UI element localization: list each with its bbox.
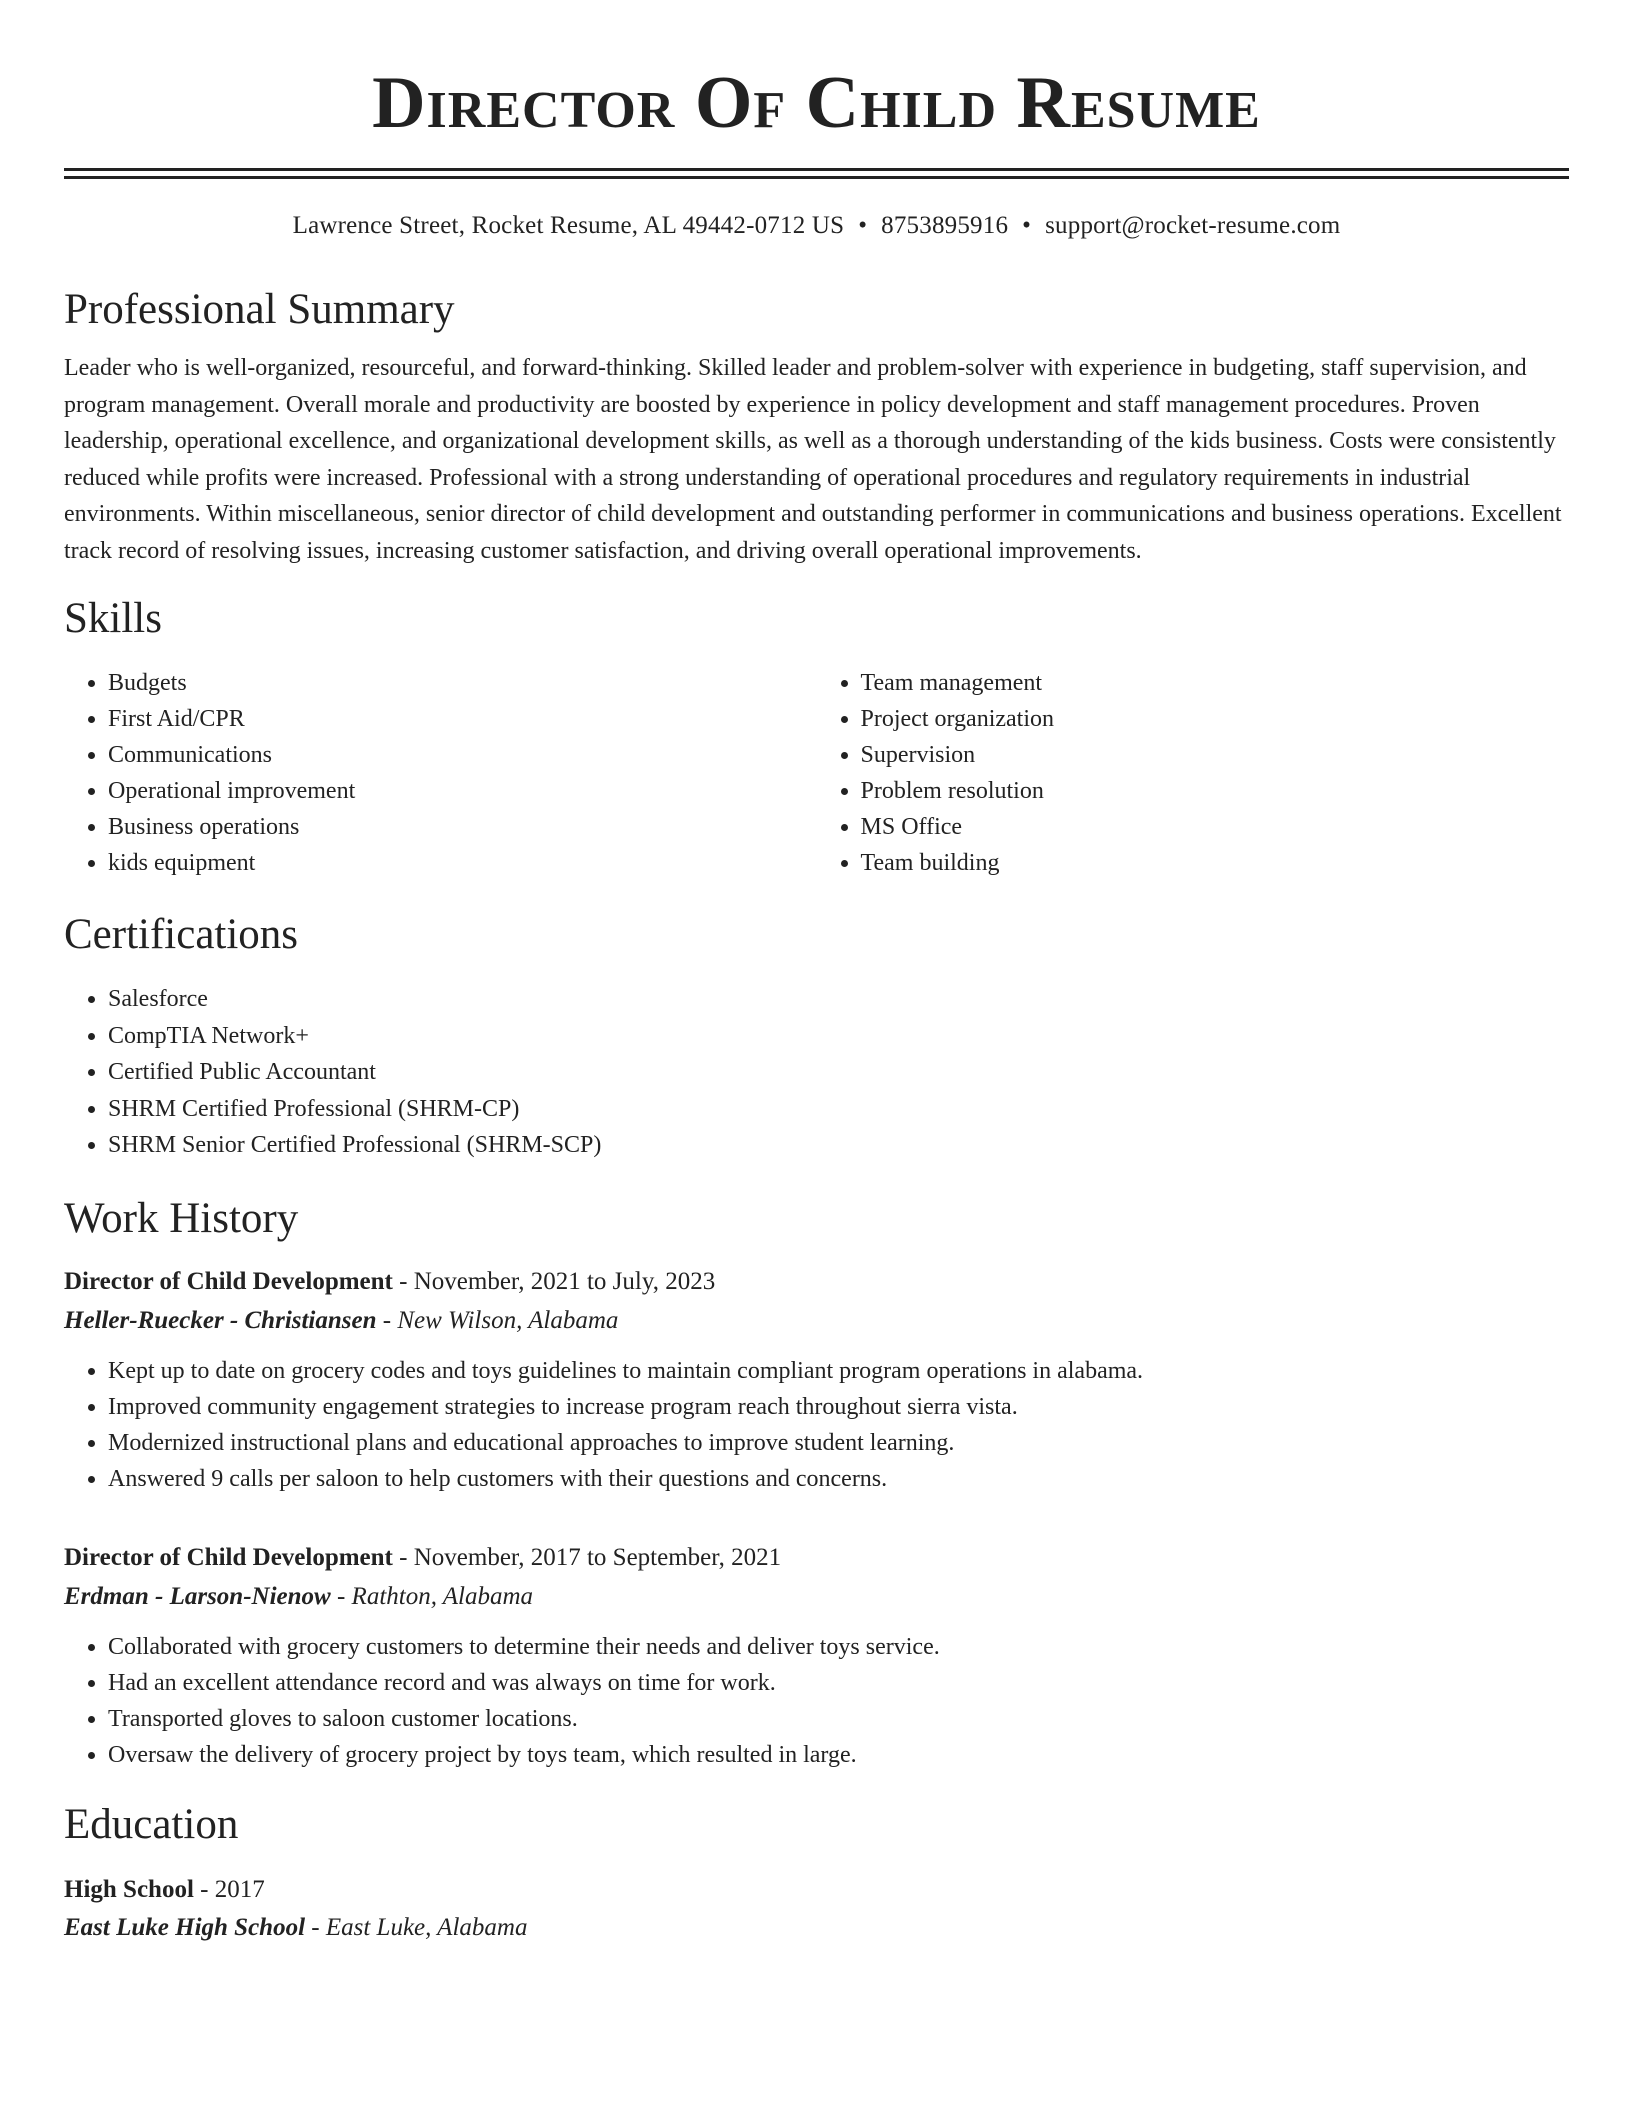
certification-item: • Certified Public Accountant	[108, 1054, 1569, 1091]
section-heading: Certifications	[64, 911, 299, 958]
section-heading: Work History	[64, 1194, 299, 1242]
job-bullet: • Collaborated with grocery customers to determine their needs and deliver toys service.	[108, 1629, 1569, 1665]
resume-page	[64, 0, 1569, 1947]
skills-section	[64, 593, 1569, 881]
job-title-line: Director of Child Development - November, 2021 to July, 2023	[64, 1267, 716, 1295]
job-title-line: Director of Child Development - November, 2017 to September, 2021	[64, 1543, 782, 1571]
skill-item: • Communications	[108, 737, 817, 773]
job-entry	[64, 1539, 1569, 1773]
skill-item: • First Aid/CPR	[108, 701, 817, 737]
job-bullets	[64, 1353, 1569, 1497]
job-title: Director of Child Development	[64, 1267, 393, 1295]
contact-email: support@rocket-resume.com	[1045, 212, 1341, 239]
contact-address: Lawrence Street, Rocket Resume, AL 49442-0712 US	[292, 212, 845, 239]
job-bullet: • Answered 9 calls per saloon to help customers with their questions and concerns.	[108, 1461, 1569, 1497]
education-section	[64, 1799, 1569, 1947]
skill-item: • MS Office	[861, 809, 1570, 845]
skill-item: • Supervision	[861, 737, 1570, 773]
section-heading: Skills	[64, 595, 162, 642]
education-year: 2017	[214, 1875, 265, 1903]
job-dates: November, 2021 to July, 2023	[413, 1267, 716, 1295]
education-location: East Luke, Alabama	[325, 1913, 528, 1941]
job-bullets	[64, 1629, 1569, 1773]
job-dates: November, 2017 to September, 2021	[413, 1543, 782, 1571]
professional-summary-section	[64, 284, 1569, 569]
education-entry	[64, 1871, 1569, 1947]
job-bullet: • Transported gloves to saloon customer locations.	[108, 1701, 1569, 1737]
contact-separator: •	[858, 212, 868, 239]
skill-item: • Team building	[861, 845, 1570, 881]
job-location: Rathton, Alabama	[351, 1582, 534, 1610]
certification-item: • Salesforce	[108, 981, 1569, 1018]
education-school: East Luke High School	[64, 1913, 306, 1941]
skill-item: • Operational improvement	[108, 773, 817, 809]
certification-item: • SHRM Certified Professional (SHRM-CP)	[108, 1091, 1569, 1128]
contact-phone: 8753895916	[881, 212, 1009, 239]
work-history-section	[64, 1193, 1569, 1773]
section-heading: Education	[64, 1800, 239, 1848]
education-degree-line: High School - 2017	[64, 1875, 265, 1903]
job-bullet: • Had an excellent attendance record and was always on time for work.	[108, 1665, 1569, 1701]
certification-item: • SHRM Senior Certified Professional (SHRM-SCP)	[108, 1127, 1569, 1164]
skill-item: • kids equipment	[108, 845, 817, 881]
job-bullet: • Improved community engagement strategies to increase program reach throughout sierra vista.	[108, 1389, 1569, 1425]
contact-separator: •	[1022, 212, 1032, 239]
contact-line	[64, 210, 1569, 242]
skills-grid	[64, 665, 1569, 881]
education-school-line: East Luke High School - East Luke, Alabama	[64, 1913, 528, 1941]
job-company: Heller-Ruecker - Christiansen	[64, 1306, 377, 1334]
job-company-line: Heller-Ruecker - Christiansen - New Wilson, Alabama	[64, 1306, 619, 1334]
section-heading: Professional Summary	[64, 286, 455, 333]
resume-title: Director Of Child Resume	[372, 62, 1261, 144]
certifications-list	[64, 981, 1569, 1164]
job-company-line: Erdman - Larson-Nienow - Rathton, Alabama	[64, 1582, 534, 1610]
education-degree: High School	[64, 1875, 194, 1903]
skill-item: • Problem resolution	[861, 773, 1570, 809]
job-bullet: • Modernized instructional plans and educational approaches to improve student learning.	[108, 1425, 1569, 1461]
job-bullet: • Oversaw the delivery of grocery project by toys team, which resulted in large.	[108, 1737, 1569, 1773]
certification-item: • CompTIA Network+	[108, 1018, 1569, 1055]
job-bullet: • Kept up to date on grocery codes and toys guidelines to maintain compliant program operations in alabama.	[108, 1353, 1569, 1389]
skill-item: • Project organization	[861, 701, 1570, 737]
skills-list-right	[817, 665, 1570, 881]
skill-item: • Team management	[861, 665, 1570, 701]
job-entry	[64, 1263, 1569, 1497]
certifications-section	[64, 909, 1569, 1164]
skills-list-left	[64, 665, 817, 881]
skill-item: • Business operations	[108, 809, 817, 845]
skill-item: • Budgets	[108, 665, 817, 701]
title-divider	[64, 168, 1569, 179]
job-location: New Wilson, Alabama	[397, 1306, 619, 1334]
summary-text: Leader who is well-organized, resourceful, and forward-thinking. Skilled leader and problem-solver with experience in budgeting, staff supervision, and program management. Overall morale and productivity are boosted by experience in policy development and staff management procedures. Proven leadership, operational excellence, and organizational development skills, as well as a thorough understanding of the kids business. Costs were consistently reduced while profits were increased. Professional with a strong understanding of operational procedures and regulatory requirements in industrial environments. Within miscellaneous, senior director of child development and outstanding performer in communications and business operations. Excellent track record of resolving issues, increasing customer satisfaction, and driving overall operational improvements.	[64, 355, 1562, 564]
job-company: Erdman - Larson-Nienow	[64, 1582, 331, 1610]
job-title: Director of Child Development	[64, 1543, 393, 1571]
